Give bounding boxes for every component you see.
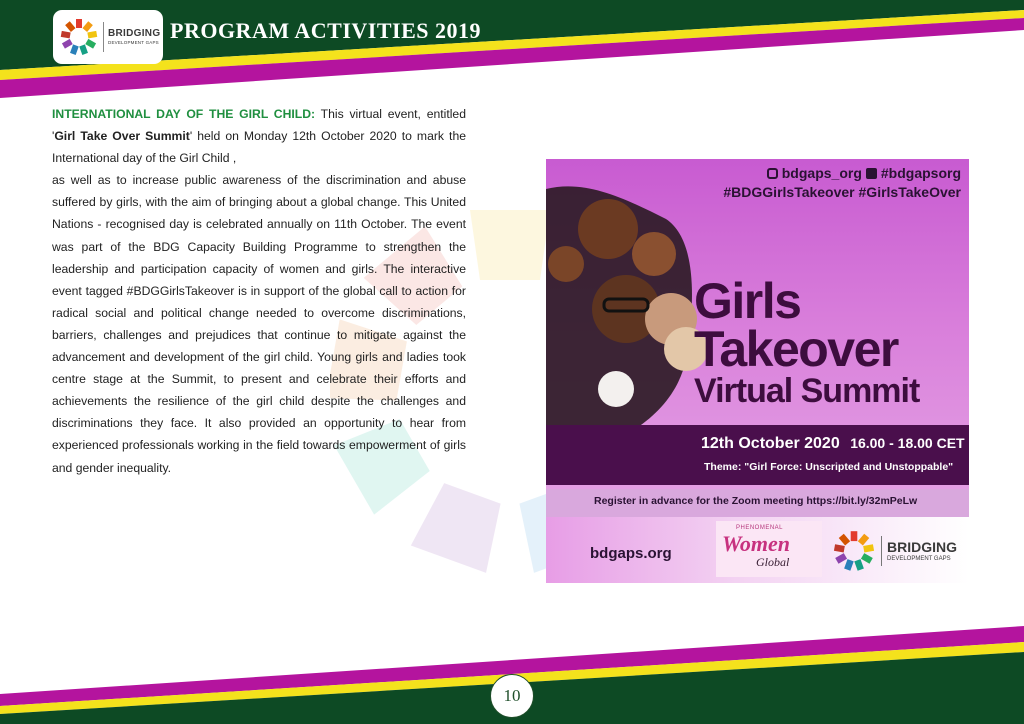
poster-title-line3: Virtual Summit <box>694 372 920 410</box>
twitter-icon <box>866 168 877 179</box>
page-title: PROGRAM ACTIVITIES 2019 <box>170 18 481 43</box>
event-poster <box>546 159 969 583</box>
article-heading: INTERNATIONAL DAY OF THE GIRL CHILD: <box>52 107 316 121</box>
event-time: 16.00 - 18.00 CET <box>850 435 965 451</box>
poster-website: bdgaps.org <box>590 545 672 562</box>
poster-title-line2: Takeover <box>694 321 898 377</box>
pwg-main-text: Women <box>722 531 791 556</box>
bdg-gear-icon <box>832 529 876 573</box>
poster-title <box>694 273 920 410</box>
poster-date <box>701 435 965 453</box>
poster-logo-sub: DEVELOPMENT GAPS <box>887 556 951 562</box>
logo-divider <box>103 22 104 52</box>
intro-text-a: This virtual event, entitled ' <box>52 107 466 144</box>
header-logo <box>53 10 163 64</box>
poster-title-line1: Girls <box>694 273 801 329</box>
phenomenal-women-global-logo <box>716 521 822 577</box>
twitter-handle: #bdgapsorg <box>880 165 961 181</box>
poster-register: Register in advance for the Zoom meeting https://bit.ly/32mPeLw <box>594 495 918 507</box>
bdg-gear-icon <box>59 17 99 57</box>
poster-hashtags: #BDGGirlsTakeover #GirlsTakeOver <box>723 184 961 200</box>
page-number: 10 <box>490 674 534 718</box>
poster-logo-word: BRIDGING <box>887 539 957 555</box>
poster-bdg-logo <box>832 529 957 573</box>
article-intro <box>52 103 466 169</box>
intro-text-b: ' held on Monday 12th October 2020 to mark the International day of the Girl Child , <box>52 129 466 166</box>
instagram-icon <box>767 168 778 179</box>
pwg-sub-text: Global <box>756 555 790 569</box>
article-paragraph: as well as to increase public awareness of the discrimination and abuse suffered by girls, with the aim of bringing about a global change. This United Nations - recognised day is celebrated annually on 11th October. The event was part of the BDG Capacity Building Programme to strengthen the leadership and participation capacity of women and girls. The interactive event tagged #BDGGirlsTakeover is in support of the global call to action for radical social and political change needed to overcome discriminations, barriers, challenges and prejudices that continue to mitigate against the advancement and development of the girl child. Young girls and ladies took centre stage at the Summit, to present and celebrate their efforts and achievements the resilience of the girl child despite the challenges and discriminations they face. It also provided an opportunity to hear from experienced professionals working in the field towards empowerment of girls and gender inequality. <box>52 173 466 475</box>
logo-word: BRIDGING <box>108 27 161 39</box>
event-name: Girl Take Over Summit <box>54 129 190 144</box>
logo-subtitle: DEVELOPMENT GAPS <box>108 39 159 45</box>
poster-theme: Theme: "Girl Force: Unscripted and Unstoppable" <box>704 461 954 473</box>
instagram-handle: bdgaps_org <box>781 165 862 181</box>
event-date: 12th October 2020 <box>701 435 840 452</box>
poster-date-bar <box>546 425 969 485</box>
pwg-small-text: PHENOMENAL <box>736 525 784 531</box>
article-body <box>52 103 466 479</box>
poster-social-handles <box>723 163 961 201</box>
